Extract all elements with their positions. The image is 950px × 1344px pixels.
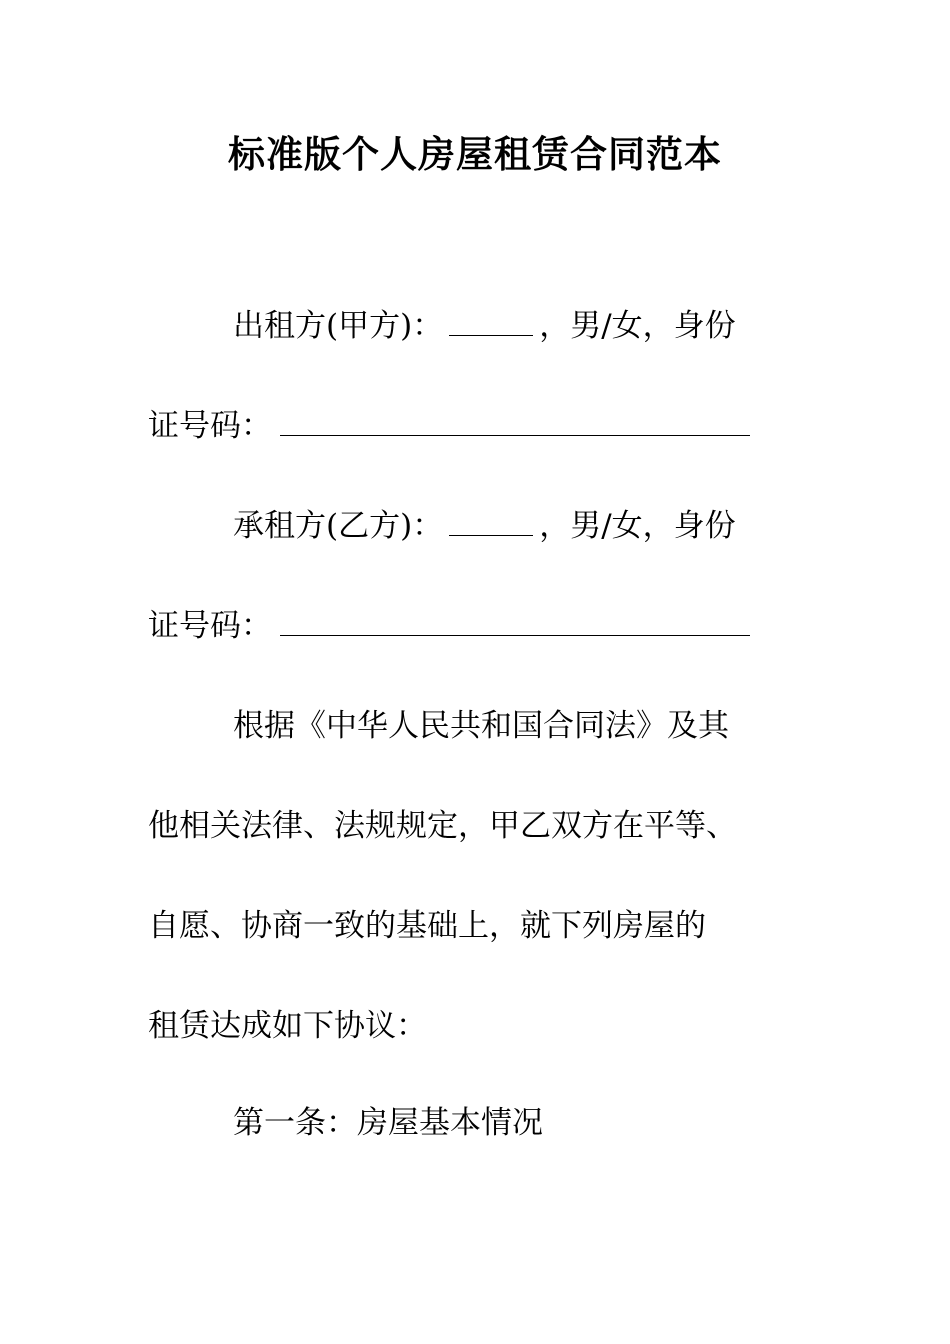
- document-title: 标准版个人房屋租赁合同范本: [228, 132, 722, 176]
- lessor-label: 出租方(甲方)：: [233, 308, 444, 344]
- lessee-id-line: [148, 604, 750, 648]
- preamble-line: 自愿、协商一致的基础上，就下列房屋的: [148, 908, 706, 944]
- lessee-line: [233, 504, 736, 548]
- lessee-label: 承租方(乙方)：: [233, 508, 444, 544]
- lessor-gender-text: ，男/女，身份: [539, 308, 736, 344]
- lessor-name-blank: [449, 331, 533, 336]
- lessee-id-blank: [280, 631, 750, 636]
- lessee-name-blank: [449, 531, 533, 536]
- article-heading: 第一条：房屋基本情况: [233, 1105, 543, 1141]
- preamble-line: 租赁达成如下协议：: [148, 1008, 427, 1044]
- lessor-id-label: 证号码：: [148, 408, 272, 444]
- preamble-line: 根据《中华人民共和国合同法》及其: [233, 708, 729, 744]
- lessor-line: [233, 304, 736, 348]
- preamble-line: 他相关法律、法规规定，甲乙双方在平等、: [148, 808, 737, 844]
- lessor-id-line: [148, 404, 750, 448]
- lessee-gender-text: ，男/女，身份: [539, 508, 736, 544]
- lessor-id-blank: [280, 431, 750, 436]
- lessee-id-label: 证号码：: [148, 608, 272, 644]
